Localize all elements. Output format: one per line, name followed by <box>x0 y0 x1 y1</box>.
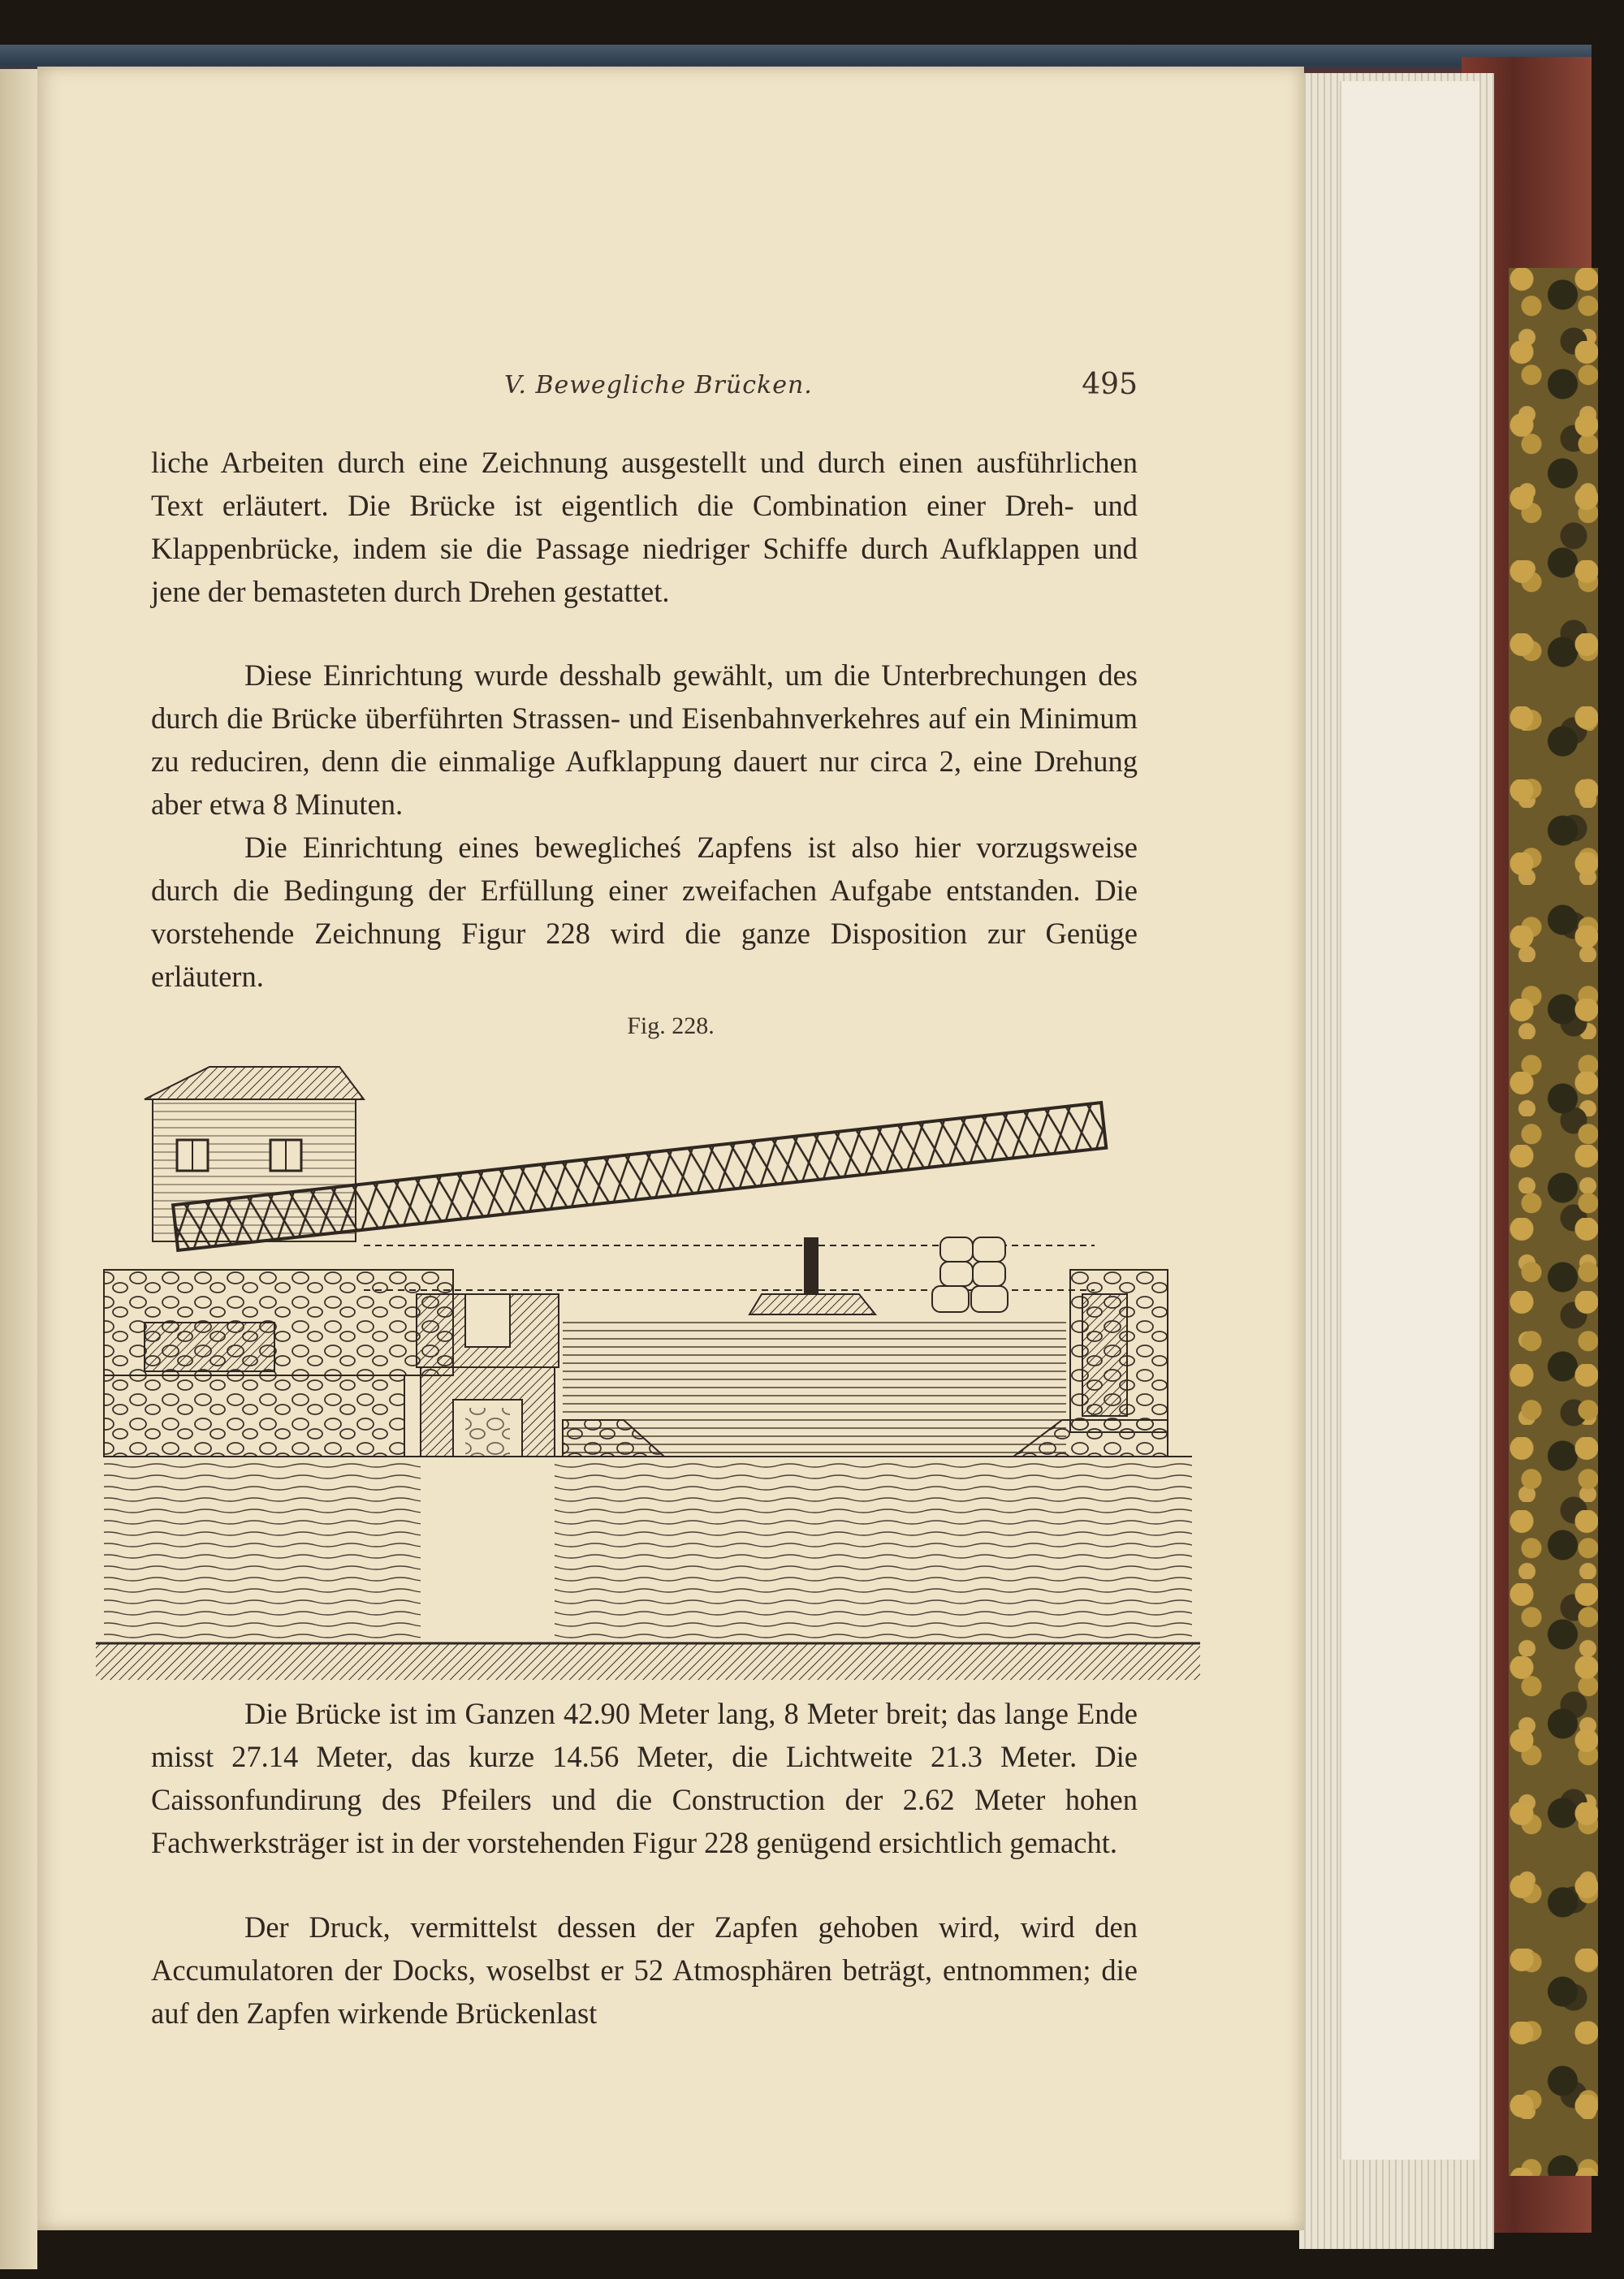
paragraph <box>151 441 1138 613</box>
paragraph <box>151 826 1138 998</box>
figure-caption: Fig. 228. <box>627 1012 715 1039</box>
paragraph-text: Der Druck, vermittelst dessen der Zapfen gehoben wird, wird den Accumulatoren der Docks, woselbst er 52 Atmosphären beträgt, entnommen; die auf den Zapfen wirkende Brückenlast <box>151 1910 1138 2030</box>
left-page-edge <box>0 69 37 2269</box>
book-page <box>37 67 1304 2230</box>
page-fore-edge <box>1340 81 1479 2160</box>
paragraph <box>151 654 1138 826</box>
paragraph-text: Die Einrichtung eines beweglicheś Zapfens ist also hier vorzugsweise durch die Bedingung der Erfüllung einer zweifachen Aufgabe entstanden. Die vorstehende Zeichnung Figur 228 wird die ganze Disposition zur Genüge erläutern. <box>151 831 1138 993</box>
paragraph-text: Die Brücke ist im Ganzen 42.90 Meter lang, 8 Meter breit; das lange Ende misst 27.14 Meter, das kurze 14.56 Meter, die Lichtweite 21.3 Meter. Die Caissonfundirung des Pfeilers und die Construction der 2.62 Meter hohen Fachwerksträger ist in der vorstehenden Figur 228 genügend ersichtlich gemacht. <box>151 1697 1138 1859</box>
running-title: V. Bewegliche Brücken. <box>504 371 813 399</box>
paragraph-text: liche Arbeiten durch eine Zeichnung ausgestellt und durch einen ausführlichen Text erläutert. Die Brücke ist eigentlich die Combination einer Dreh- und Klappenbrücke, indem sie die Passage niedriger Schiffe durch Aufklappen und jene der bemasteten durch Drehen gestattet. <box>151 446 1138 608</box>
page-number: 495 <box>1082 368 1138 401</box>
paragraph-text: Diese Einrichtung wurde desshalb gewählt, um die Unterbrechungen des durch die Brücke überführten Strassen- und Eisenbahnverkehres auf ein Minimum zu reduciren, denn die einmalige Aufklappung dauert nur circa 2, eine Drehung aber etwa 8 Minuten. <box>151 658 1138 821</box>
running-head <box>504 368 1138 412</box>
paragraph <box>151 1906 1138 2035</box>
paragraph <box>151 1692 1138 1864</box>
bridge-figure <box>96 1051 1200 1684</box>
marbled-endpaper <box>1509 268 1598 2176</box>
